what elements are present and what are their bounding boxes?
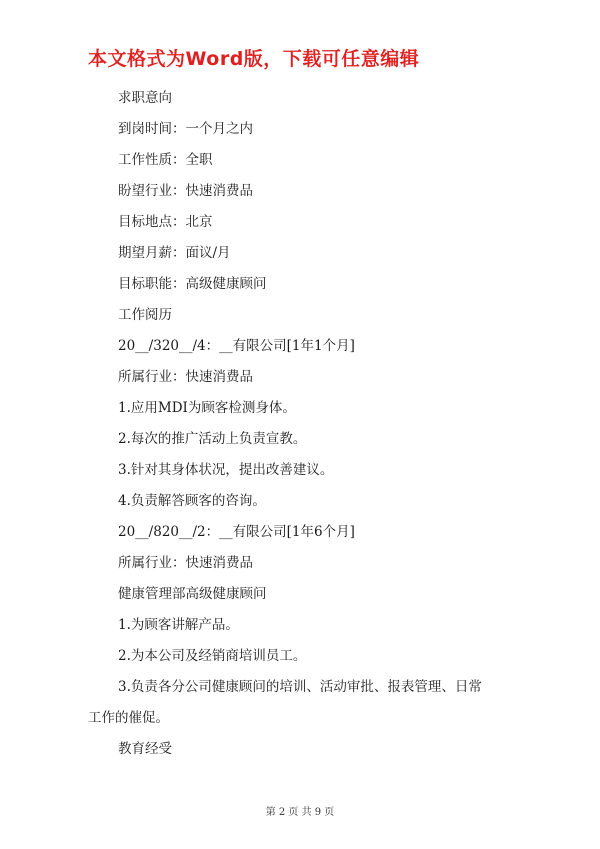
text-line: 所属行业：快速消费品 (118, 555, 253, 571)
text-line: 1.应用MDI为顾客检测身体。 (118, 400, 296, 416)
text-line: 20__/820__/2：__有限公司[1年6个月] (118, 524, 355, 540)
text-line: 期望月薪：面议/月 (118, 245, 231, 261)
text-line: 2.为本公司及经销商培训员工。 (118, 648, 307, 664)
text-line: 20__/320__/4：__有限公司[1年1个月] (118, 338, 355, 354)
text-line: 工作的催促。 (88, 710, 169, 726)
text-line: 健康管理部高级健康顾问 (118, 586, 267, 602)
text-line: 3.针对其身体状况，提出改善建议。 (118, 462, 334, 478)
text-line: 目标地点：北京 (118, 214, 213, 230)
text-line: 3.负责各分公司健康顾问的培训、活动审批、报表管理、日常 (118, 679, 482, 695)
text-line: 目标职能：高级健康顾问 (118, 276, 267, 292)
text-line: 1.为顾客讲解产品。 (118, 617, 239, 633)
text-line: 到岗时间：一个月之内 (118, 121, 253, 137)
text-line: 工作性质：全职 (118, 152, 213, 168)
download-notice-banner: 本文格式为Word版，下载可任意编辑 (88, 48, 420, 70)
section-heading-job-intention: 求职意向 (118, 90, 172, 106)
text-line: 盼望行业：快速消费品 (118, 183, 253, 199)
page-number-footer: 第 2 页 共 9 页 (265, 807, 335, 818)
text-line: 所属行业：快速消费品 (118, 369, 253, 385)
section-heading-education: 教育经受 (118, 741, 172, 757)
text-line: 2.每次的推广活动上负责宣教。 (118, 431, 307, 447)
section-heading-work-experience: 工作阅历 (118, 307, 172, 323)
text-line: 4.负责解答顾客的咨询。 (118, 493, 266, 509)
